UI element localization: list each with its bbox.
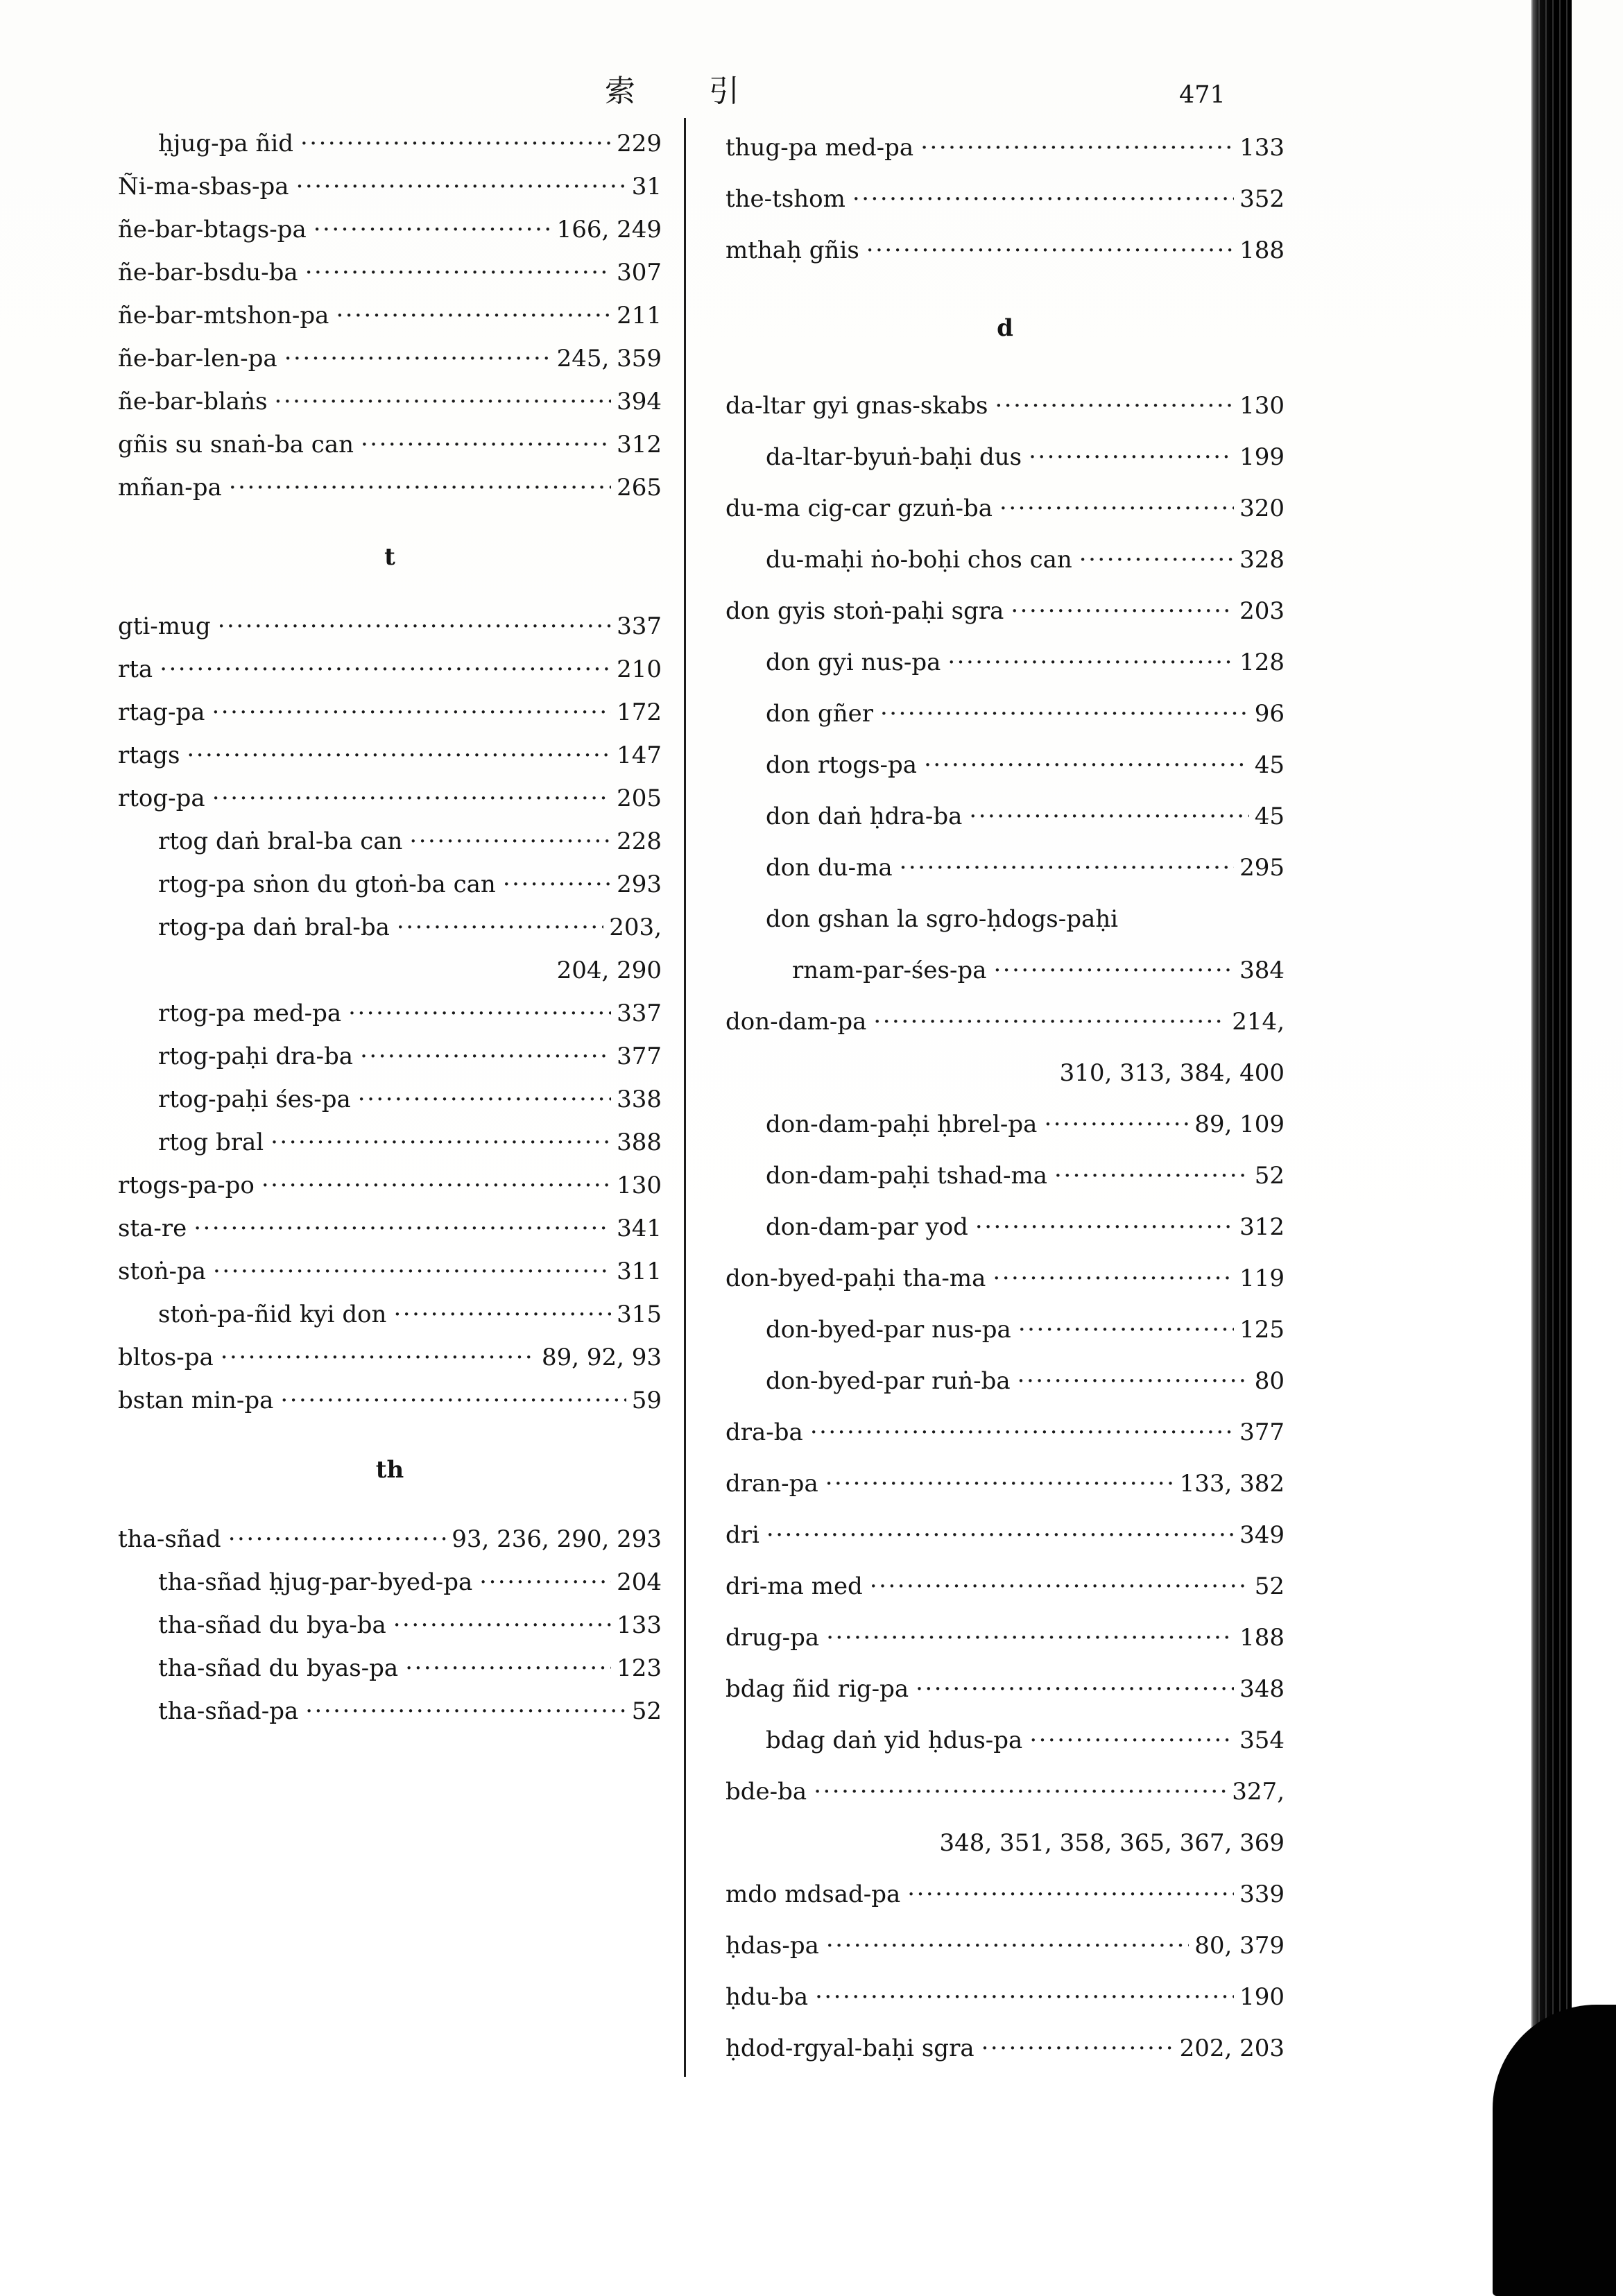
dot-leader bbox=[305, 1690, 626, 1733]
dot-leader bbox=[975, 1201, 1234, 1253]
index-entry bbox=[725, 1561, 1285, 1612]
title-char-saku: 索 bbox=[605, 74, 635, 109]
entry-pages: 229 bbox=[617, 130, 662, 157]
section-heading bbox=[725, 302, 1285, 354]
entry-term: don-byed-par ruṅ-ba bbox=[766, 1367, 1011, 1395]
entry-pages: 166, 249 bbox=[556, 216, 662, 243]
entry-pages: 228 bbox=[617, 828, 662, 855]
entry-pages: 130 bbox=[1239, 392, 1285, 420]
index-entry bbox=[725, 1407, 1285, 1458]
dot-leader bbox=[916, 1663, 1234, 1715]
index-entry-continuation bbox=[725, 1817, 1285, 1869]
entry-term: dran-pa bbox=[725, 1470, 818, 1498]
entry-term: bdag daṅ yid ḥdus-pa bbox=[766, 1727, 1023, 1754]
index-entry bbox=[725, 945, 1285, 996]
dot-leader bbox=[920, 122, 1234, 173]
entry-pages: 96 bbox=[1254, 700, 1285, 728]
dot-leader bbox=[221, 1336, 536, 1379]
index-entry bbox=[725, 1253, 1285, 1304]
entry-term: don du-ma bbox=[766, 854, 893, 882]
index-entry bbox=[725, 431, 1285, 483]
entry-term: dri-ma med bbox=[725, 1573, 863, 1600]
index-entry bbox=[725, 996, 1285, 1047]
index-entry bbox=[118, 1207, 662, 1250]
entry-term: don-dam-paḥi ḥbrel-pa bbox=[766, 1111, 1038, 1138]
entry-pages: 348 bbox=[1239, 1675, 1285, 1703]
index-entry bbox=[725, 893, 1285, 945]
entry-pages: 203, bbox=[609, 914, 662, 941]
index-entry bbox=[118, 1078, 662, 1121]
index-entry bbox=[118, 337, 662, 380]
entry-pages: 328 bbox=[1239, 546, 1285, 574]
entry-pages: 80 bbox=[1254, 1367, 1285, 1395]
entry-pages: 80, 379 bbox=[1194, 1932, 1285, 1960]
index-entry bbox=[725, 1920, 1285, 1971]
entry-term: thug-pa med-pa bbox=[725, 134, 914, 162]
entry-term: da-ltar-byuṅ-baḥi dus bbox=[766, 443, 1022, 471]
dot-leader bbox=[1018, 1304, 1234, 1355]
page-title bbox=[605, 75, 739, 108]
entry-pages: 214, bbox=[1232, 1008, 1285, 1036]
entry-pages: 310, 313, 384, 400 bbox=[1059, 1059, 1285, 1087]
index-entry bbox=[118, 1561, 662, 1604]
entry-term: du-maḥi ṅo-boḥi chos can bbox=[766, 546, 1072, 574]
entry-term: rtog-pa daṅ bral-ba bbox=[158, 914, 390, 941]
dot-leader bbox=[361, 423, 611, 466]
dot-leader bbox=[852, 173, 1234, 225]
index-entry bbox=[725, 173, 1285, 225]
index-entry bbox=[118, 165, 662, 208]
entry-term: tha-sñad ḥjug-par-byed-pa bbox=[158, 1568, 473, 1596]
entry-pages: 338 bbox=[617, 1086, 662, 1113]
dot-leader bbox=[866, 225, 1234, 276]
dot-leader bbox=[336, 294, 611, 337]
index-entry bbox=[725, 688, 1285, 739]
entry-term: tha-sñad du byas-pa bbox=[158, 1654, 399, 1682]
index-entry bbox=[725, 1509, 1285, 1561]
index-column-left bbox=[118, 122, 662, 1733]
entry-pages: 147 bbox=[617, 742, 662, 769]
index-entry bbox=[725, 1355, 1285, 1407]
index-entry bbox=[118, 294, 662, 337]
index-entry bbox=[725, 122, 1285, 173]
dot-leader bbox=[479, 1561, 611, 1604]
index-entry bbox=[118, 1250, 662, 1293]
entry-pages: 188 bbox=[1239, 237, 1285, 264]
index-entry bbox=[725, 1715, 1285, 1766]
dot-leader bbox=[296, 165, 626, 208]
index-entry bbox=[118, 992, 662, 1035]
entry-pages: 312 bbox=[617, 431, 662, 459]
index-entry bbox=[118, 423, 662, 466]
dot-leader bbox=[275, 380, 612, 423]
dot-leader bbox=[826, 1920, 1189, 1971]
entry-pages: 89, 92, 93 bbox=[541, 1344, 662, 1371]
entry-pages: 133 bbox=[617, 1611, 662, 1639]
entry-pages: 388 bbox=[617, 1129, 662, 1156]
entry-pages: 205 bbox=[617, 785, 662, 812]
index-entry bbox=[118, 734, 662, 777]
dot-leader bbox=[397, 906, 603, 949]
index-entry bbox=[118, 605, 662, 648]
page-number: 471 bbox=[1179, 81, 1226, 109]
entry-term: stoṅ-pa-ñid kyi don bbox=[158, 1301, 387, 1328]
dot-leader bbox=[393, 1604, 611, 1647]
dot-leader bbox=[229, 466, 611, 509]
dot-leader bbox=[969, 791, 1248, 842]
entry-pages: 293 bbox=[617, 871, 662, 898]
dot-leader bbox=[405, 1647, 611, 1690]
entry-pages: 93, 236, 290, 293 bbox=[452, 1525, 662, 1553]
dot-leader bbox=[305, 251, 611, 294]
entry-term: Ñi-ma-sbas-pa bbox=[118, 173, 289, 200]
section-letter: t bbox=[384, 543, 395, 571]
dot-leader bbox=[1029, 431, 1234, 483]
entry-pages: 204, 290 bbox=[556, 957, 662, 984]
entry-pages: 245, 359 bbox=[556, 345, 662, 372]
index-entry bbox=[118, 1164, 662, 1207]
entry-term: gti-mug bbox=[118, 612, 211, 640]
index-entry bbox=[725, 1304, 1285, 1355]
entry-pages: 394 bbox=[617, 388, 662, 415]
index-entry bbox=[725, 1612, 1285, 1663]
index-entry-continuation bbox=[725, 1047, 1285, 1099]
index-entry bbox=[725, 1201, 1285, 1253]
entry-term: don-byed-par nus-pa bbox=[766, 1316, 1011, 1344]
index-entry bbox=[118, 648, 662, 691]
dot-leader bbox=[360, 1035, 611, 1078]
entry-pages: 204 bbox=[617, 1568, 662, 1596]
entry-term: don-byed-paḥi tha-ma bbox=[725, 1265, 986, 1292]
section-letter: d bbox=[997, 314, 1013, 342]
entry-pages: 52 bbox=[631, 1697, 662, 1725]
entry-pages: 45 bbox=[1254, 751, 1285, 779]
entry-term: ñe-bar-bsdu-ba bbox=[118, 259, 298, 286]
dot-leader bbox=[900, 842, 1234, 893]
dot-leader bbox=[212, 691, 611, 734]
index-entry bbox=[118, 1379, 662, 1422]
index-entry bbox=[118, 777, 662, 820]
entry-term: rtog-pa med-pa bbox=[158, 1000, 342, 1027]
index-entry bbox=[725, 1869, 1285, 1920]
entry-term: ñe-bar-blaṅs bbox=[118, 388, 268, 415]
dot-leader bbox=[999, 483, 1234, 534]
entry-term: dri bbox=[725, 1521, 759, 1549]
entry-pages: 337 bbox=[617, 612, 662, 640]
dot-leader bbox=[947, 637, 1234, 688]
entry-pages: 202, 203 bbox=[1179, 2034, 1285, 2062]
entry-term: rta bbox=[118, 656, 153, 683]
entry-term: mñan-pa bbox=[118, 474, 222, 502]
index-entry bbox=[725, 637, 1285, 688]
entry-pages: 339 bbox=[1239, 1881, 1285, 1908]
entry-pages: 133, 382 bbox=[1179, 1470, 1285, 1498]
entry-term: ñe-bar-mtshon-pa bbox=[118, 302, 329, 329]
entry-pages: 295 bbox=[1239, 854, 1285, 882]
entry-pages: 128 bbox=[1239, 649, 1285, 676]
entry-term: bstan min-pa bbox=[118, 1387, 274, 1414]
entry-pages: 377 bbox=[1239, 1419, 1285, 1446]
index-entry bbox=[118, 1518, 662, 1561]
entry-pages: 52 bbox=[1254, 1162, 1285, 1190]
index-entry bbox=[725, 1766, 1285, 1817]
index-entry bbox=[725, 585, 1285, 637]
entry-term: drug-pa bbox=[725, 1624, 820, 1652]
entry-term: don-dam-paḥi tshad-ma bbox=[766, 1162, 1048, 1190]
index-entry bbox=[118, 1336, 662, 1379]
entry-term: dra-ba bbox=[725, 1419, 803, 1446]
dot-leader bbox=[300, 122, 611, 165]
entry-term: don daṅ ḥdra-ba bbox=[766, 803, 963, 830]
entry-pages: 352 bbox=[1239, 185, 1285, 213]
entry-pages: 307 bbox=[617, 259, 662, 286]
dot-leader bbox=[907, 1869, 1234, 1920]
dot-leader bbox=[409, 820, 611, 863]
entry-term: don-dam-pa bbox=[725, 1008, 867, 1036]
dot-leader bbox=[924, 739, 1249, 791]
index-entry bbox=[118, 1604, 662, 1647]
entry-term: mthaḥ gñis bbox=[725, 237, 859, 264]
dot-leader bbox=[348, 992, 611, 1035]
dot-leader bbox=[213, 1250, 611, 1293]
dot-leader bbox=[814, 1766, 1226, 1817]
entry-term: stoṅ-pa bbox=[118, 1258, 207, 1285]
entry-pages: 349 bbox=[1239, 1521, 1285, 1549]
dot-leader bbox=[284, 337, 551, 380]
dot-leader bbox=[766, 1509, 1234, 1561]
index-column-right bbox=[725, 122, 1285, 2074]
index-entry bbox=[118, 1690, 662, 1733]
entry-pages: 130 bbox=[617, 1172, 662, 1199]
entry-term: ñe-bar-len-pa bbox=[118, 345, 277, 372]
dot-leader bbox=[1054, 1150, 1249, 1201]
index-entry bbox=[725, 842, 1285, 893]
dot-leader bbox=[393, 1293, 611, 1336]
entry-term: gñis su snaṅ-ba can bbox=[118, 431, 354, 459]
entry-term: rtog-paḥi śes-pa bbox=[158, 1086, 351, 1113]
entry-term: don gshan la sgro-ḥdogs-paḥi bbox=[766, 905, 1119, 933]
dot-leader bbox=[187, 734, 611, 777]
index-entry bbox=[118, 820, 662, 863]
entry-term: rtog-paḥi dra-ba bbox=[158, 1043, 354, 1070]
index-entry bbox=[118, 380, 662, 423]
section-heading bbox=[118, 536, 662, 579]
entry-pages: 211 bbox=[617, 302, 662, 329]
entry-pages: 337 bbox=[617, 1000, 662, 1027]
entry-pages: 210 bbox=[617, 656, 662, 683]
index-entry bbox=[118, 1293, 662, 1336]
entry-pages: 125 bbox=[1239, 1316, 1285, 1344]
index-entry bbox=[118, 122, 662, 165]
index-entry bbox=[725, 1458, 1285, 1509]
entry-term: tha-sñad du bya-ba bbox=[158, 1611, 386, 1639]
dot-leader bbox=[261, 1164, 611, 1207]
index-entry bbox=[118, 1035, 662, 1078]
entry-pages: 188 bbox=[1239, 1624, 1285, 1652]
entry-pages: 311 bbox=[617, 1258, 662, 1285]
entry-term: ḥdas-pa bbox=[725, 1932, 819, 1960]
index-entry bbox=[118, 863, 662, 906]
entry-pages: 89, 109 bbox=[1194, 1111, 1285, 1138]
dot-leader bbox=[503, 863, 611, 906]
dot-leader bbox=[815, 1971, 1234, 2023]
dot-leader bbox=[1044, 1099, 1189, 1150]
dot-leader bbox=[194, 1207, 611, 1250]
index-entry bbox=[725, 1099, 1285, 1150]
index-entry bbox=[725, 2023, 1285, 2074]
dot-leader bbox=[280, 1379, 626, 1422]
entry-term: don gyis stoṅ-paḥi sgra bbox=[725, 597, 1004, 625]
index-entry bbox=[725, 1150, 1285, 1201]
section-letter: th bbox=[375, 1456, 404, 1484]
dot-leader bbox=[825, 1458, 1174, 1509]
entry-term: sta-re bbox=[118, 1215, 187, 1242]
entry-term: rtog-pa bbox=[118, 785, 205, 812]
dot-leader bbox=[995, 380, 1234, 431]
dot-leader bbox=[993, 945, 1234, 996]
entry-term: bdag ñid rig-pa bbox=[725, 1675, 909, 1703]
index-entry bbox=[118, 691, 662, 734]
entry-term: ḥdod-rgyal-baḥi sgra bbox=[725, 2034, 974, 2062]
entry-pages: 203 bbox=[1239, 597, 1285, 625]
entry-term: bde-ba bbox=[725, 1778, 807, 1806]
entry-term: rtog-pa sṅon du gtoṅ-ba can bbox=[158, 871, 496, 898]
dot-leader bbox=[212, 777, 611, 820]
index-entry bbox=[118, 251, 662, 294]
dot-leader bbox=[1079, 534, 1234, 585]
entry-pages: 327, bbox=[1232, 1778, 1285, 1806]
dot-leader bbox=[993, 1253, 1234, 1304]
dot-leader bbox=[218, 605, 611, 648]
column-divider-rule bbox=[684, 118, 686, 2077]
entry-term: don gñer bbox=[766, 700, 873, 728]
dot-leader bbox=[826, 1612, 1234, 1663]
entry-term: ḥjug-pa ñid bbox=[158, 130, 293, 157]
index-entry bbox=[118, 466, 662, 509]
entry-term: the-tshom bbox=[725, 185, 845, 213]
entry-pages: 265 bbox=[617, 474, 662, 502]
dot-leader bbox=[228, 1518, 447, 1561]
index-entry bbox=[725, 1971, 1285, 2023]
entry-term: don-dam-par yod bbox=[766, 1213, 968, 1241]
index-entry bbox=[725, 225, 1285, 276]
dot-leader bbox=[358, 1078, 611, 1121]
entry-term: rtogs-pa-po bbox=[118, 1172, 255, 1199]
entry-term: ñe-bar-btags-pa bbox=[118, 216, 307, 243]
entry-pages: 315 bbox=[617, 1301, 662, 1328]
entry-pages: 341 bbox=[617, 1215, 662, 1242]
entry-term: du-ma cig-car gzuṅ-ba bbox=[725, 495, 993, 522]
entry-term: tha-sñad bbox=[118, 1525, 221, 1553]
entry-term: ḥdu-ba bbox=[725, 1983, 809, 2011]
dot-leader bbox=[314, 208, 551, 251]
dot-leader bbox=[981, 2023, 1174, 2074]
entry-term: tha-sñad-pa bbox=[158, 1697, 299, 1725]
entry-pages: 199 bbox=[1239, 443, 1285, 471]
dot-leader bbox=[880, 688, 1249, 739]
dot-leader bbox=[810, 1407, 1234, 1458]
index-entry bbox=[725, 1663, 1285, 1715]
entry-pages: 59 bbox=[631, 1387, 662, 1414]
dot-leader bbox=[1029, 1715, 1234, 1766]
entry-term: rtog daṅ bral-ba can bbox=[158, 828, 403, 855]
index-entry bbox=[725, 380, 1285, 431]
index-entry bbox=[725, 791, 1285, 842]
entry-pages: 354 bbox=[1239, 1727, 1285, 1754]
dot-leader bbox=[873, 996, 1226, 1047]
dot-leader bbox=[1017, 1355, 1249, 1407]
index-entry bbox=[725, 739, 1285, 791]
entry-pages: 45 bbox=[1254, 803, 1285, 830]
entry-pages: 52 bbox=[1254, 1573, 1285, 1600]
entry-term: rtags bbox=[118, 742, 180, 769]
section-heading bbox=[118, 1448, 662, 1491]
entry-pages: 190 bbox=[1239, 1983, 1285, 2011]
index-entry bbox=[725, 483, 1285, 534]
entry-pages: 348, 351, 358, 365, 367, 369 bbox=[939, 1829, 1285, 1857]
dot-leader bbox=[270, 1121, 611, 1164]
entry-pages: 119 bbox=[1239, 1265, 1285, 1292]
index-entry bbox=[118, 1647, 662, 1690]
entry-pages: 31 bbox=[631, 173, 662, 200]
dot-leader bbox=[870, 1561, 1249, 1612]
entry-pages: 384 bbox=[1239, 957, 1285, 984]
scan-artifact-corner-blob bbox=[1493, 2005, 1616, 2296]
dot-leader bbox=[1011, 585, 1234, 637]
index-entry bbox=[118, 1121, 662, 1164]
entry-term: da-ltar gyi gnas-skabs bbox=[725, 392, 988, 420]
entry-pages: 320 bbox=[1239, 495, 1285, 522]
entry-pages: 133 bbox=[1239, 134, 1285, 162]
index-entry bbox=[118, 208, 662, 251]
index-entry bbox=[725, 534, 1285, 585]
entry-pages: 312 bbox=[1239, 1213, 1285, 1241]
entry-term: don gyi nus-pa bbox=[766, 649, 941, 676]
entry-term: rtag-pa bbox=[118, 699, 205, 726]
dot-leader bbox=[160, 648, 611, 691]
entry-term: rnam-par-śes-pa bbox=[792, 957, 987, 984]
entry-term: mdo mdsad-pa bbox=[725, 1881, 901, 1908]
title-char-in: 引 bbox=[709, 74, 739, 109]
entry-pages: 123 bbox=[617, 1654, 662, 1682]
entry-term: don rtogs-pa bbox=[766, 751, 918, 779]
entry-term: rtog bral bbox=[158, 1129, 264, 1156]
index-entry bbox=[118, 906, 662, 949]
scan-artifact-binding-shadow bbox=[1531, 0, 1572, 2296]
entry-pages: 377 bbox=[617, 1043, 662, 1070]
entry-term: bltos-pa bbox=[118, 1344, 214, 1371]
index-entry-continuation bbox=[118, 949, 662, 992]
entry-pages: 172 bbox=[617, 699, 662, 726]
